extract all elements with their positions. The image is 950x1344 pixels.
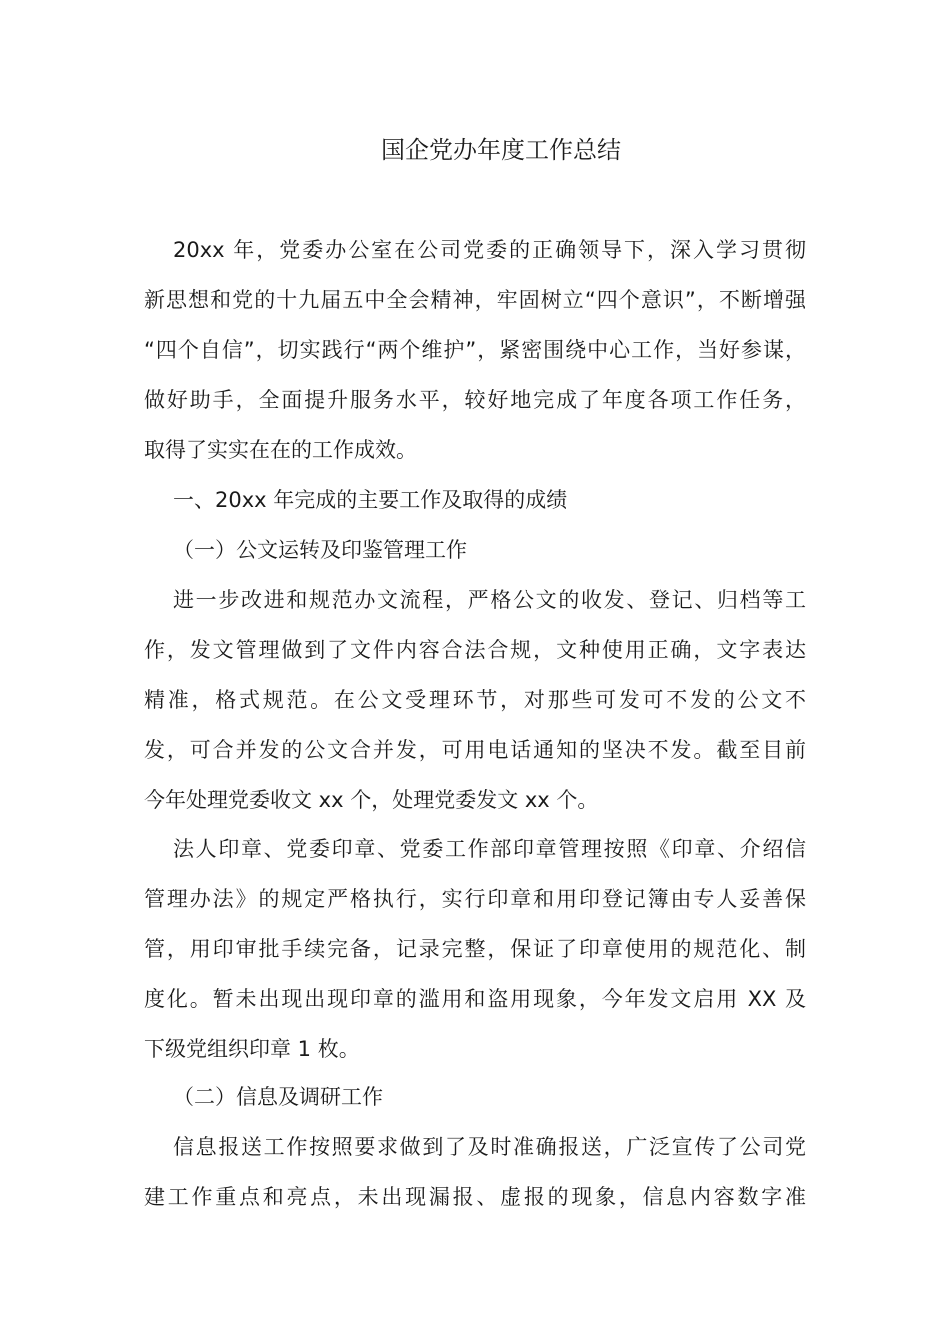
subsection-heading: （二）信息及调研工作	[173, 1085, 383, 1109]
paragraph-line: 取得了实实在在的工作成效。	[144, 438, 417, 462]
paragraph-line: 下级党组织印章 1 枚。	[144, 1037, 360, 1061]
paragraph-line: 20xx 年，党委办公室在公司党委的正确领导下，深入学习贯彻	[173, 238, 806, 262]
paragraph-line: “四个自信”，切实践行“两个维护”，紧密围绕中心工作，当好参谋，	[144, 338, 806, 362]
paragraph-line: 进一步改进和规范办文流程，严格公文的收发、登记、归档等工	[173, 588, 806, 612]
section-heading: 一、20xx 年完成的主要工作及取得的成绩	[173, 488, 568, 512]
subsection-heading: （一）公文运转及印鉴管理工作	[173, 538, 467, 562]
paragraph-line: 管，用印审批手续完备，记录完整，保证了印章使用的规范化、制	[144, 937, 806, 961]
paragraph-line: 度化。暂未出现出现印章的滥用和盗用现象，今年发文启用 XX 及	[144, 987, 806, 1011]
paragraph-line: 法人印章、党委印章、党委工作部印章管理按照《印章、介绍信	[173, 837, 806, 861]
paragraph-line: 发，可合并发的公文合并发，可用电话通知的坚决不发。截至目前	[144, 738, 806, 762]
paragraph-line: 作，发文管理做到了文件内容合法合规，文种使用正确，文字表达	[144, 638, 806, 662]
paragraph-line: 精准，格式规范。在公文受理环节，对那些可发可不发的公文不	[144, 688, 806, 712]
paragraph-line: 今年处理党委收文 xx 个，处理党委发文 xx 个。	[144, 788, 599, 812]
paragraph-line: 管理办法》的规定严格执行，实行印章和用印登记簿由专人妥善保	[144, 887, 806, 911]
paragraph-line: 建工作重点和亮点，未出现漏报、虚报的现象，信息内容数字准	[144, 1185, 806, 1209]
document-title: 国企党办年度工作总结	[381, 136, 621, 164]
paragraph-line: 信息报送工作按照要求做到了及时准确报送，广泛宣传了公司党	[173, 1135, 806, 1159]
paragraph-line: 新思想和党的十九届五中全会精神，牢固树立“四个意识”，不断增强	[144, 288, 806, 312]
paragraph-line: 做好助手，全面提升服务水平，较好地完成了年度各项工作任务，	[144, 388, 806, 412]
